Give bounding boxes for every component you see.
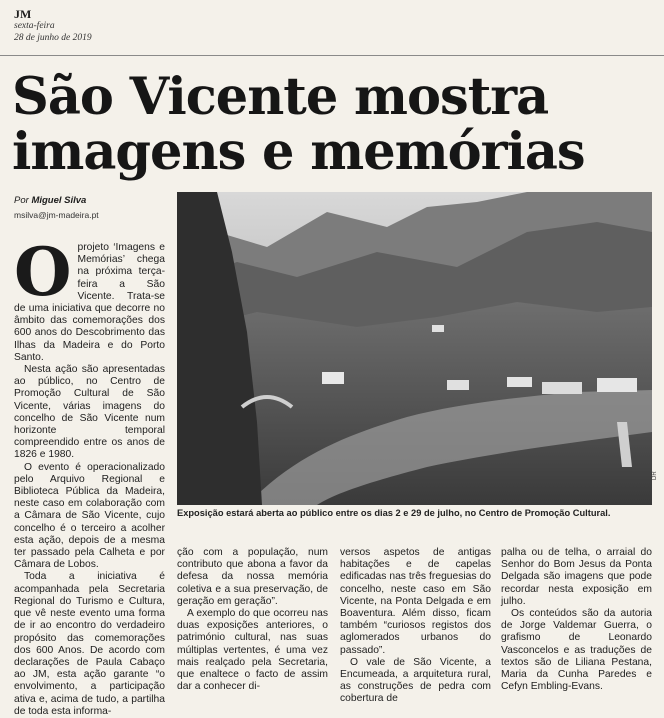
headline-line-1: São Vicente mostra	[12, 67, 549, 127]
article-column-2	[177, 547, 328, 693]
paragraph: palha ou de telha, o arraial do Senhor do Bom Jesus da Ponta Delgada são imagens que pode recordar nesta exposição em julho.	[501, 547, 652, 607]
article-column-3	[340, 547, 491, 706]
paragraph: projeto ‘Imagens e Memórias’ chega na próxima terça-feira a São Vicente. Trata-se de uma iniciativa que decorre no âmbito das comemorações dos 600 anos do Descobrimento das Ilhas da Madeira e do Porto Santo.	[14, 242, 165, 363]
weekday: sexta-feira	[14, 21, 55, 31]
article-column-4	[501, 547, 652, 693]
paragraph: O evento é operacionalizado pelo Arquivo Regional e Biblioteca Pública da Madeira, neste caso em colaboração com a Câmara de São Vicente, cujo concelho é o terceiro a acolher esta ação, depois de a mesma ter passado pela Calheta e por Câmara de Lobos.	[14, 461, 165, 571]
issue-date: 28 de junho de 2019	[14, 33, 92, 43]
paragraph: ção com a população, num contributo que abona a favor da defesa da nossa memória coletiva e a sua preservação, de geração em geração”.	[177, 547, 328, 607]
byline-prefix: Por	[14, 195, 29, 206]
headline-line-2: imagens e memórias	[12, 122, 585, 182]
drop-cap: O	[14, 233, 72, 311]
paragraph: Toda a iniciativa é acompanhada pela Secretaria Regional do Turismo e Cultura, que vê neste evento uma forma de ir ao encontro do verdadeiro propósito das comemorações dos 600 Anos. De acordo com declarações de Paula Cabaço ao JM, esta ação garante “o envolvimento, a participação ativa e, acima de tudo, a partilha de toda esta informa-	[14, 571, 165, 717]
header-divider	[0, 55, 664, 56]
paragraph: Nesta ação são apresentadas ao público, no Centro de Promoção Cultural de São Vicente, várias imagens do concelho de São Vicente num horizonte temporal compreendido entre os anos de 1826 e 1980.	[14, 364, 165, 461]
article-column-1	[14, 233, 165, 718]
publication-name: JM	[14, 7, 32, 21]
paragraph: A exemplo do que ocorreu nas duas exposições anteriores, o património cultural, nas suas múltiplas vertentes, é uma vez mais realçado pela Secretaria, que enaltece o facto de assim dar a conhecer di-	[177, 608, 328, 693]
byline	[14, 195, 86, 206]
author-name: Miguel Silva	[31, 195, 87, 206]
headline	[12, 67, 662, 182]
photo-caption: Exposição estará aberta ao público entre os dias 2 e 29 de julho, no Centro de Promoção Cultural.	[177, 508, 611, 518]
photo-credit: DR	[652, 471, 658, 480]
paragraph: O vale de São Vicente, a Encumeada, a arquitetura rural, as construções de pedra com cobertura de	[340, 656, 491, 705]
author-email[interactable]: msilva@jm-madeira.pt	[14, 210, 99, 220]
paragraph: versos aspetos de antigas habitações e de capelas edificadas nas três freguesias do concelho, neste caso em São Vicente, na Ponta Delgada e em Boaventura. Além disso, ficam também “curiosos registos dos aglomerados urbanos do passado”.	[340, 547, 491, 656]
paragraph: Os conteúdos são da autoria de Jorge Valdemar Guerra, o grafismo de Leonardo Vasconcelos e as traduções de textos são de Liliana Pestana, Maria da Cunha Paredes e Cefyn Embling-Evans.	[501, 608, 652, 693]
article-photo	[177, 192, 652, 505]
